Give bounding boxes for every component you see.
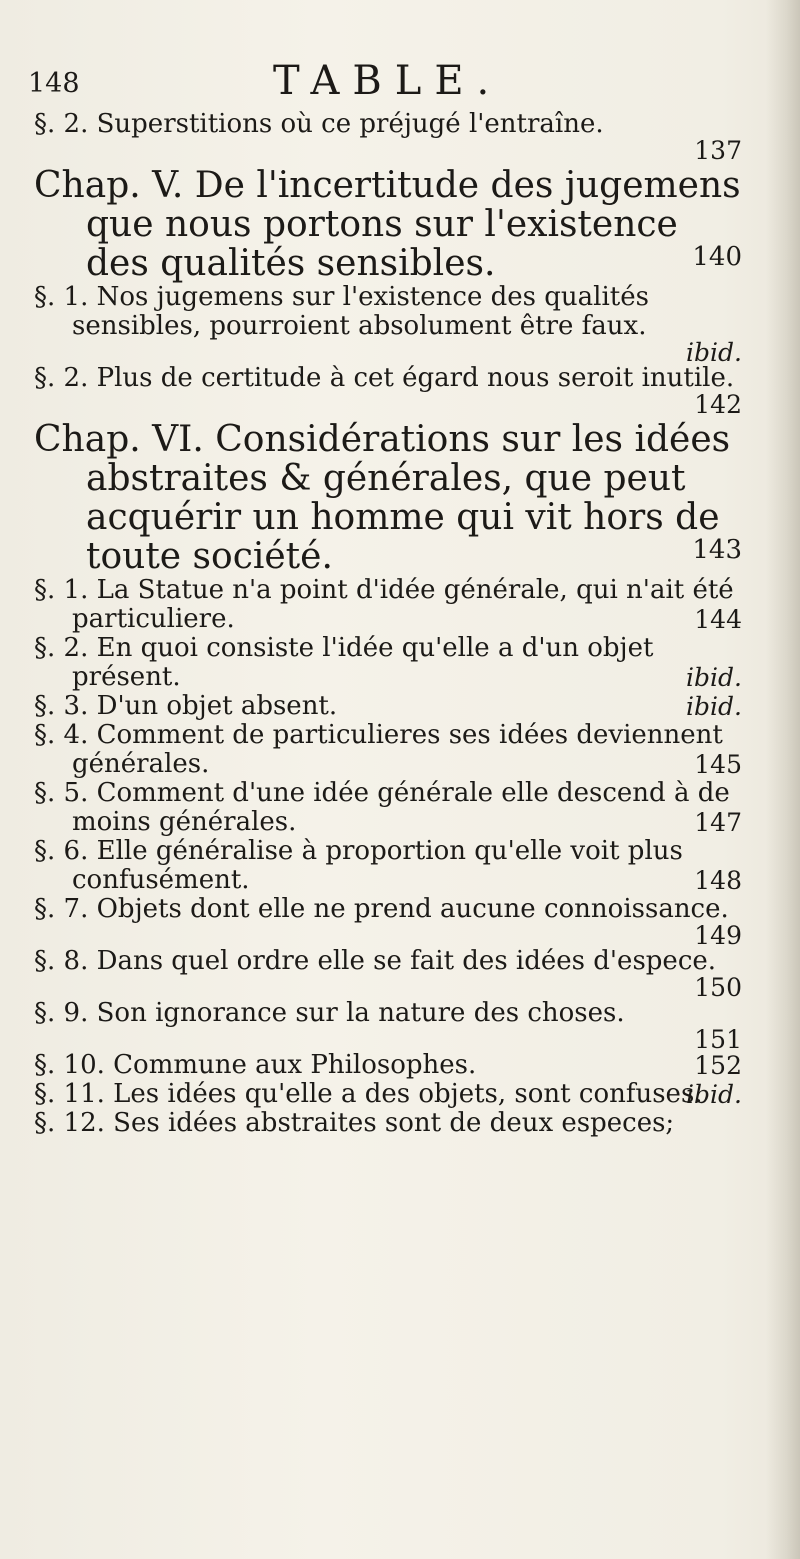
entry-page: ibid. [686, 1080, 742, 1109]
entry-number: §. 5. [34, 778, 89, 808]
toc-entry [34, 998, 746, 1054]
entry-text: Ses idées abstraites sont de deux especes; [113, 1108, 675, 1138]
entry-page: 149 [694, 921, 742, 950]
entry-text: Les idées qu'elle a des objets, sont confuses. [113, 1079, 703, 1109]
entry-number: §. 12. [34, 1108, 105, 1138]
entry-page: 151 [694, 1025, 742, 1054]
chapter-text: De l'incertitude des jugemens que nous portons sur l'existence des qualités sensibles. [86, 165, 741, 284]
toc-entry [34, 1051, 746, 1080]
entry-text: Superstitions où ce préjugé l'entraîne. [96, 109, 604, 139]
entry-page: 140 [692, 242, 742, 272]
entry-number: §. 2. [34, 363, 89, 393]
entry-number: §. 11. [34, 1079, 105, 1109]
entry-number: §. 7. [34, 894, 89, 924]
entry-page: 143 [692, 535, 742, 565]
entry-number: §. 8. [34, 946, 89, 976]
toc-entry [34, 634, 746, 692]
entry-page: 147 [694, 808, 742, 837]
toc-entry [34, 282, 746, 367]
toc-entry [34, 1109, 746, 1138]
entry-text: La Statue n'a point d'idée générale, qui n'ait été particuliere. [72, 575, 734, 634]
page-header [28, 58, 748, 108]
entry-text: D'un objet absent. [96, 691, 338, 721]
entry-number: §. 4. [34, 720, 89, 750]
chapter-number: Chap. V. [34, 165, 184, 206]
entry-number: §. 1. [34, 575, 89, 605]
entry-page: 142 [694, 390, 742, 419]
chapter-text: Considérations sur les idées abstraites & générales, que peut acquérir un homme qui vit hors de toute société. [86, 419, 731, 577]
toc-chapter [34, 166, 746, 283]
toc-chapter [34, 420, 746, 576]
entry-text: En quoi consiste l'idée qu'elle a d'un objet présent. [72, 633, 654, 692]
chapter-number: Chap. VI. [34, 419, 204, 460]
entry-number: §. 2. [34, 633, 89, 663]
toc-entry [34, 692, 746, 721]
toc-entry [34, 946, 746, 1002]
toc-entry [34, 721, 746, 779]
entry-page: ibid. [686, 338, 742, 367]
entry-page: 145 [694, 750, 742, 779]
toc-entry [34, 363, 746, 419]
entry-page: ibid. [686, 663, 742, 692]
entry-number: §. 10. [34, 1050, 105, 1080]
entry-number: §. 9. [34, 998, 89, 1028]
page-edge-shadow [766, 0, 800, 1559]
toc-entry [34, 837, 746, 895]
entry-number: §. 3. [34, 691, 89, 721]
entry-page: 144 [694, 605, 742, 634]
toc-entry [34, 779, 746, 837]
running-title: TABLE. [273, 58, 503, 104]
page-number: 148 [28, 68, 80, 99]
entry-text: Dans quel ordre elle se fait des idées d'espece. [96, 946, 717, 976]
entry-text: Comment d'une idée générale elle descend à de moins générales. [72, 778, 730, 837]
entry-text: Nos jugemens sur l'existence des qualités sensibles, pourroient absolument être faux. [72, 282, 649, 341]
entry-page: ibid. [686, 692, 742, 721]
toc-entry [34, 894, 746, 950]
entry-number: §. 2. [34, 109, 89, 139]
entry-text: Elle généralise à proportion qu'elle voit plus confusément. [72, 836, 683, 895]
entry-page: 137 [694, 136, 742, 165]
entry-page: 148 [694, 866, 742, 895]
entry-text: Commune aux Philosophes. [113, 1050, 477, 1080]
entry-page: 152 [694, 1051, 742, 1080]
entry-page: 150 [694, 973, 742, 1002]
entry-text: Comment de particulieres ses idées deviennent générales. [72, 720, 723, 779]
entry-text: Objets dont elle ne prend aucune connoissance. [96, 894, 729, 924]
table-of-contents [34, 110, 746, 1138]
toc-entry [34, 1080, 746, 1109]
entry-text: Plus de certitude à cet égard nous seroit inutile. [96, 363, 735, 393]
entry-number: §. 6. [34, 836, 89, 866]
toc-entry [34, 109, 746, 165]
toc-entry [34, 576, 746, 634]
entry-text: Son ignorance sur la nature des choses. [96, 998, 625, 1028]
entry-number: §. 1. [34, 282, 89, 312]
